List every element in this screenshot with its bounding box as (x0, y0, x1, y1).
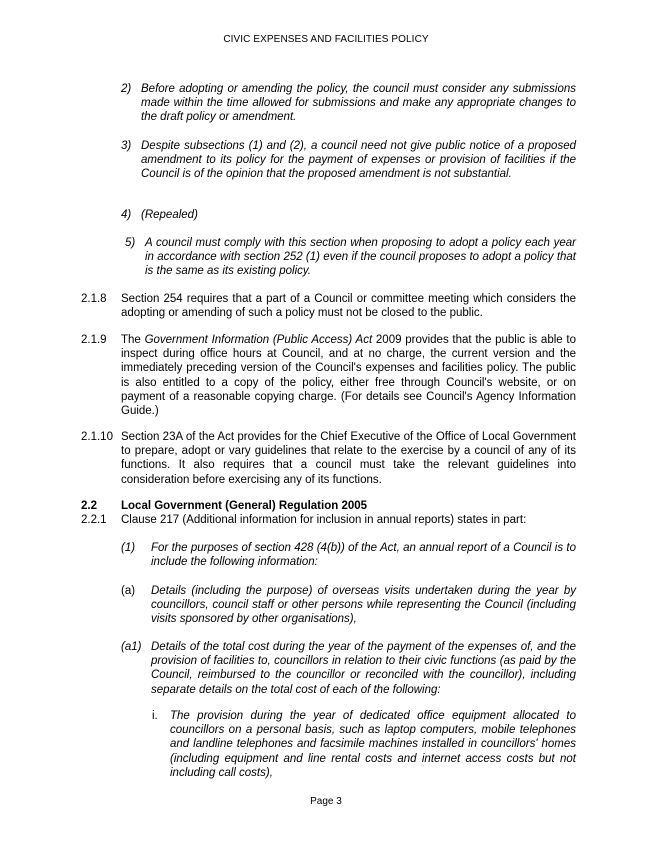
regulation-item-a (121, 584, 576, 627)
clause-number: 2.2.1 (81, 514, 107, 526)
clause-number: 2.1.8 (81, 293, 107, 305)
clause-text: Section 23A of the Act provides for the Chief Executive of the Office of Local Government to prepare, adopt or vary guidelines that relate to the exercise by a council of any of its functions. It also requires that a council must take the relevant guidelines into consideration before exercising any of its functions. (121, 431, 576, 486)
clause-2-1-10 (81, 430, 576, 487)
clause-text: Section 254 requires that a part of a Council or committee meeting which considers the adopting or amending of such a policy must not be closed to the public. (121, 293, 576, 320)
regulation-item-1 (121, 541, 576, 569)
clause-number: 2.1.9 (81, 334, 107, 346)
subsection-text: (Repealed) (141, 209, 198, 221)
subsection-number: 3) (121, 140, 132, 152)
clause-text (121, 333, 576, 418)
regulation-item-a1 (121, 640, 576, 697)
clause-2-1-8 (81, 292, 576, 320)
subsection-number: 2) (121, 83, 132, 95)
item-number: (a1) (121, 641, 142, 653)
section-title: Local Government (General) Regulation 2005 (121, 500, 368, 512)
clause-number: 2.1.10 (81, 431, 113, 443)
clause-text-pre: The (121, 334, 145, 346)
subsection-text: Despite subsections (1) and (2), a council need not give public notice of a proposed amendment to its policy for the payment of expenses or provision of facilities if the Council is of the opinion that the proposed amendment is not substantial. (141, 140, 576, 181)
item-number: (1) (121, 542, 136, 554)
sub-item-i (152, 709, 576, 780)
item-text: Details (including the purpose) of overseas visits undertaken during the year by councillors, council staff or other persons while representing the Council (including visits sponsored by other organisations), (151, 585, 576, 626)
clause-text: Clause 217 (Additional information for inclusion in annual reports) states in part: (121, 514, 527, 526)
page-number: Page 3 (310, 796, 342, 807)
subsection-number: 5) (125, 237, 136, 249)
sub-item-number: i. (152, 710, 158, 722)
subsection-2 (121, 82, 576, 125)
section-number: 2.2 (81, 500, 97, 512)
subsection-number: 4) (121, 209, 132, 221)
clause-2-1-9 (81, 333, 576, 418)
clause-2-2-1 (81, 513, 576, 527)
act-title: Government Information (Public Access) Act (144, 334, 373, 346)
section-2-2-heading (81, 499, 576, 513)
item-text: Details of the total cost during the year of the payment of the expenses of, and the provision of facilities to, councillors in relation to their civic functions (as paid by the Council, reimbursed to the councillor or reconciled with the councillor), including separate details on the total cost of each of the following: (151, 641, 576, 696)
subsection-3 (121, 139, 576, 182)
subsection-text: A council must comply with this section when proposing to adopt a policy each year in accordance with section 252 (1) even if the council proposes to adopt a policy that is the same as its existing policy. (145, 237, 576, 278)
subsection-5 (125, 236, 576, 279)
page-header: CIVIC EXPENSES AND FACILITIES POLICY (223, 34, 429, 45)
clause-text-post: 2009 provides that the public is able to inspect during office hours at Council, and at no charge, the current version and the immediately preceding version of the Council's expenses and facilities policy. The public is also entitled to a copy of the policy, either free through Council's website, or on payment of a reasonable copying charge. (For details see Council's Agency Information Guide.) (121, 334, 576, 418)
sub-item-text: The provision during the year of dedicated office equipment allocated to councillors on a personal basis, such as laptop computers, mobile telephones and landline telephones and facsimile machines installed in councillors' homes (including equipment and line rental costs and internet access costs but not including call costs), (170, 710, 576, 779)
item-number: (a) (121, 585, 136, 597)
item-text: For the purposes of section 428 (4(b)) of the Act, an annual report of a Council is to include the following information: (151, 542, 576, 569)
subsection-4 (121, 208, 576, 222)
subsection-text: Before adopting or amending the policy, the council must consider any submissions made within the time allowed for submissions and make any appropriate changes to the draft policy or amendment. (141, 83, 576, 124)
